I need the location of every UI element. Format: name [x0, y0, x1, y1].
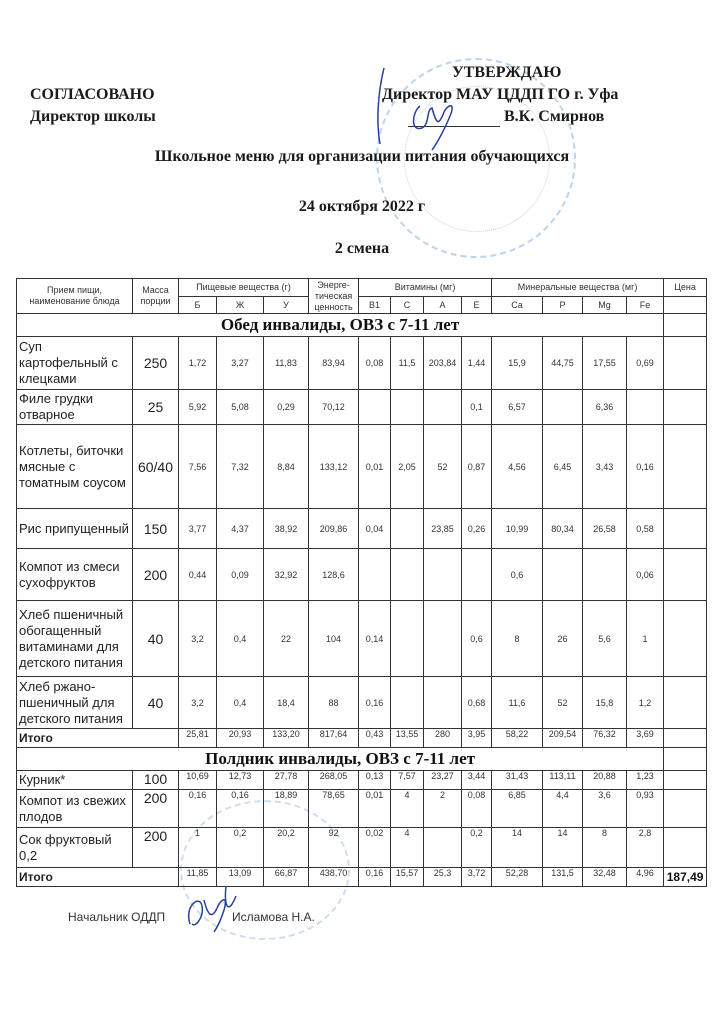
value-c: 4 — [391, 790, 424, 828]
total-row — [17, 868, 707, 887]
total-price: 187,49 — [664, 868, 707, 887]
value-zh: 0,16 — [217, 790, 264, 828]
header-energy: Энерге-тическая ценность — [309, 279, 359, 314]
header-fat: Ж — [217, 297, 264, 314]
section-title: Обед инвалиды, ОВЗ с 7-11 лет — [17, 314, 664, 337]
section-row — [17, 748, 707, 771]
value-ca: 11,6 — [492, 677, 543, 729]
value-mg: 26,58 — [583, 509, 627, 549]
table-row — [17, 771, 707, 790]
value-c: 4 — [391, 828, 424, 868]
value-b1: 0,01 — [359, 425, 391, 509]
value-b: 5,92 — [179, 390, 217, 425]
dish-name: Курник* — [17, 771, 133, 790]
value-c — [391, 549, 424, 601]
dish-name: Компот из свежих плодов — [17, 790, 133, 828]
value-p: 44,75 — [543, 337, 583, 390]
value-u: 11,83 — [264, 337, 309, 390]
value-b: 3,77 — [179, 509, 217, 549]
value-mg — [583, 549, 627, 601]
dish-name: Компот из смеси сухофруктов — [17, 549, 133, 601]
value-u: 32,92 — [264, 549, 309, 601]
value-p: 14 — [543, 828, 583, 868]
value-a — [424, 677, 462, 729]
total-energy: 817,64 — [309, 729, 359, 748]
value-b: 1,72 — [179, 337, 217, 390]
dish-name: Рис припущенный — [17, 509, 133, 549]
value-mg: 15,8 — [583, 677, 627, 729]
header-vitamins: Витамины (мг) — [359, 279, 492, 297]
value-fe: 0,93 — [627, 790, 664, 828]
document-title: Школьное меню для организации питания обучающихся — [154, 148, 570, 165]
total-p: 209,54 — [543, 729, 583, 748]
dish-price — [664, 828, 707, 868]
document-date: 24 октября 2022 г — [298, 198, 426, 215]
header-p: P — [543, 297, 583, 314]
value-fe: 0,58 — [627, 509, 664, 549]
total-fe: 4,96 — [627, 868, 664, 887]
section-price-cell — [664, 748, 707, 771]
dish-name: Сок фруктовый 0,2 — [17, 828, 133, 868]
total-a: 280 — [424, 729, 462, 748]
value-e: 0,87 — [462, 425, 492, 509]
footer-name: Исламова Н.А. — [232, 910, 315, 924]
value-b1: 0,16 — [359, 677, 391, 729]
table-row — [17, 601, 707, 677]
value-p: 6,45 — [543, 425, 583, 509]
header-b1: B1 — [359, 297, 391, 314]
dish-price — [664, 549, 707, 601]
value-energy: 70,12 — [309, 390, 359, 425]
header-protein: Б — [179, 297, 217, 314]
value-zh: 0,4 — [217, 601, 264, 677]
value-zh: 5,08 — [217, 390, 264, 425]
value-a: 52 — [424, 425, 462, 509]
total-c: 15,57 — [391, 868, 424, 887]
header-ca: Ca — [492, 297, 543, 314]
value-p: 52 — [543, 677, 583, 729]
value-u: 0,29 — [264, 390, 309, 425]
table-row — [17, 390, 707, 425]
value-energy: 104 — [309, 601, 359, 677]
value-a — [424, 549, 462, 601]
value-p: 26 — [543, 601, 583, 677]
value-zh: 12,73 — [217, 771, 264, 790]
dish-price — [664, 601, 707, 677]
total-mg: 76,32 — [583, 729, 627, 748]
value-u: 38,92 — [264, 509, 309, 549]
value-energy: 268,05 — [309, 771, 359, 790]
dish-price — [664, 509, 707, 549]
value-p — [543, 390, 583, 425]
shift-label: 2 смена — [334, 240, 390, 257]
value-u: 18,4 — [264, 677, 309, 729]
table-row — [17, 425, 707, 509]
header-price: Цена — [664, 279, 707, 297]
section-row — [17, 314, 707, 337]
value-b1: 0,14 — [359, 601, 391, 677]
value-a: 23,85 — [424, 509, 462, 549]
total-b: 11,85 — [179, 868, 217, 887]
value-u: 27,78 — [264, 771, 309, 790]
value-p: 80,34 — [543, 509, 583, 549]
dish-mass: 150 — [133, 509, 179, 549]
dish-mass: 40 — [133, 677, 179, 729]
value-c — [391, 677, 424, 729]
total-zh: 13,09 — [217, 868, 264, 887]
total-energy: 438,70 — [309, 868, 359, 887]
header-nutrients: Пищевые вещества (г) — [179, 279, 309, 297]
value-c: 2,05 — [391, 425, 424, 509]
value-a: 23,27 — [424, 771, 462, 790]
dish-name: Суп картофельный с клецками — [17, 337, 133, 390]
value-b1: 0,02 — [359, 828, 391, 868]
value-c — [391, 390, 424, 425]
value-energy: 83,94 — [309, 337, 359, 390]
value-b: 0,16 — [179, 790, 217, 828]
value-e: 1,44 — [462, 337, 492, 390]
value-fe: 1,23 — [627, 771, 664, 790]
value-e: 0,68 — [462, 677, 492, 729]
dish-price — [664, 425, 707, 509]
table-row — [17, 549, 707, 601]
dish-price — [664, 790, 707, 828]
agreed-title: СОГЛАСОВАНО — [30, 86, 155, 103]
dish-price — [664, 337, 707, 390]
value-b: 3,2 — [179, 601, 217, 677]
total-mg: 32,48 — [583, 868, 627, 887]
value-fe: 1,2 — [627, 677, 664, 729]
footer-signature-icon — [178, 876, 248, 936]
header-carbs: У — [264, 297, 309, 314]
value-a: 2 — [424, 790, 462, 828]
value-zh: 3,27 — [217, 337, 264, 390]
value-mg: 3,43 — [583, 425, 627, 509]
dish-mass: 200 — [133, 549, 179, 601]
value-ca: 8 — [492, 601, 543, 677]
menu-table — [16, 278, 707, 887]
value-zh: 0,2 — [217, 828, 264, 868]
agreed-position: Директор школы — [30, 108, 156, 125]
value-b: 7,56 — [179, 425, 217, 509]
dish-mass: 40 — [133, 601, 179, 677]
dish-name: Котлеты, биточки мясные с томатным соусом — [17, 425, 133, 509]
value-b: 1 — [179, 828, 217, 868]
table-row — [17, 828, 707, 868]
value-b1: 0,01 — [359, 790, 391, 828]
approved-position: Директор МАУ ЦДДП ГО г. Уфа — [382, 86, 619, 103]
value-e: 0,08 — [462, 790, 492, 828]
value-b1 — [359, 390, 391, 425]
value-fe — [627, 390, 664, 425]
value-mg: 8 — [583, 828, 627, 868]
total-zh: 20,93 — [217, 729, 264, 748]
section-title: Полдник инвалиды, ОВЗ с 7-11 лет — [17, 748, 664, 771]
section-price-cell — [664, 314, 707, 337]
value-fe: 2,8 — [627, 828, 664, 868]
value-b1 — [359, 549, 391, 601]
value-u: 8,84 — [264, 425, 309, 509]
total-e: 3,95 — [462, 729, 492, 748]
value-b1: 0,13 — [359, 771, 391, 790]
total-b1: 0,43 — [359, 729, 391, 748]
value-ca: 31,43 — [492, 771, 543, 790]
value-b: 3,2 — [179, 677, 217, 729]
value-u: 20,2 — [264, 828, 309, 868]
total-c: 13,55 — [391, 729, 424, 748]
value-mg: 5,6 — [583, 601, 627, 677]
footer-role: Начальник ОДДП — [68, 910, 166, 924]
dish-price — [664, 677, 707, 729]
header-mass: Масса порции — [133, 279, 179, 314]
value-u: 22 — [264, 601, 309, 677]
total-a: 25,3 — [424, 868, 462, 887]
dish-mass: 25 — [133, 390, 179, 425]
value-ca: 0,6 — [492, 549, 543, 601]
dish-mass: 250 — [133, 337, 179, 390]
header-fe: Fe — [627, 297, 664, 314]
dish-name: Хлеб пшеничный обогащенный витаминами для детского питания — [17, 601, 133, 677]
total-price — [664, 729, 707, 748]
header-e: E — [462, 297, 492, 314]
value-c — [391, 601, 424, 677]
value-a — [424, 390, 462, 425]
value-energy: 209,86 — [309, 509, 359, 549]
value-mg: 17,55 — [583, 337, 627, 390]
dish-mass: 200 — [133, 790, 179, 828]
dish-mass: 100 — [133, 771, 179, 790]
table-row — [17, 790, 707, 828]
value-energy: 128,6 — [309, 549, 359, 601]
value-c: 7,57 — [391, 771, 424, 790]
value-zh: 0,09 — [217, 549, 264, 601]
header-a: A — [424, 297, 462, 314]
value-e: 3,44 — [462, 771, 492, 790]
value-fe: 1 — [627, 601, 664, 677]
dish-mass: 200 — [133, 828, 179, 868]
total-u: 66,87 — [264, 868, 309, 887]
header-meal-name: Прием пищи, наименование блюда — [17, 279, 133, 314]
value-ca: 6,85 — [492, 790, 543, 828]
value-b1: 0,08 — [359, 337, 391, 390]
value-mg: 6,36 — [583, 390, 627, 425]
total-label: Итого — [17, 868, 179, 887]
value-zh: 7,32 — [217, 425, 264, 509]
dish-name: Хлеб ржано-пшеничный для детского питания — [17, 677, 133, 729]
total-row — [17, 729, 707, 748]
total-p: 131,5 — [543, 868, 583, 887]
dish-mass: 60/40 — [133, 425, 179, 509]
value-p — [543, 549, 583, 601]
value-ca: 6,57 — [492, 390, 543, 425]
value-mg: 20,88 — [583, 771, 627, 790]
value-e: 0,2 — [462, 828, 492, 868]
value-zh: 4,37 — [217, 509, 264, 549]
value-c: 11,5 — [391, 337, 424, 390]
header-minerals: Минеральные вещества (мг) — [492, 279, 664, 297]
value-e — [462, 549, 492, 601]
approved-title: УТВЕРЖДАЮ — [452, 64, 562, 81]
total-e: 3,72 — [462, 868, 492, 887]
value-energy: 88 — [309, 677, 359, 729]
value-a — [424, 828, 462, 868]
dish-price — [664, 390, 707, 425]
total-label: Итого — [17, 729, 179, 748]
header-mg: Mg — [583, 297, 627, 314]
dish-price — [664, 771, 707, 790]
value-b: 10,69 — [179, 771, 217, 790]
value-b1: 0,04 — [359, 509, 391, 549]
total-ca: 52,28 — [492, 868, 543, 887]
value-ca: 14 — [492, 828, 543, 868]
total-b1: 0,16 — [359, 868, 391, 887]
value-zh: 0,4 — [217, 677, 264, 729]
total-u: 133,20 — [264, 729, 309, 748]
value-c — [391, 509, 424, 549]
total-b: 25,81 — [179, 729, 217, 748]
table-row — [17, 337, 707, 390]
value-fe: 0,16 — [627, 425, 664, 509]
value-fe: 0,69 — [627, 337, 664, 390]
value-e: 0,6 — [462, 601, 492, 677]
value-e: 0,26 — [462, 509, 492, 549]
director-signature-icon — [372, 62, 462, 152]
value-fe: 0,06 — [627, 549, 664, 601]
dish-name: Филе грудки отварное — [17, 390, 133, 425]
table-row — [17, 677, 707, 729]
table-row — [17, 509, 707, 549]
value-p: 113,11 — [543, 771, 583, 790]
value-ca: 15,9 — [492, 337, 543, 390]
value-u: 18,89 — [264, 790, 309, 828]
header-price-blank — [664, 297, 707, 314]
value-a: 203,84 — [424, 337, 462, 390]
value-energy: 78,65 — [309, 790, 359, 828]
header-c: C — [391, 297, 424, 314]
value-ca: 10,99 — [492, 509, 543, 549]
value-e: 0,1 — [462, 390, 492, 425]
value-energy: 133,12 — [309, 425, 359, 509]
total-ca: 58,22 — [492, 729, 543, 748]
value-ca: 4,56 — [492, 425, 543, 509]
value-energy: 92 — [309, 828, 359, 868]
value-a — [424, 601, 462, 677]
total-fe: 3,69 — [627, 729, 664, 748]
approved-name: В.К. Смирнов — [504, 108, 605, 125]
value-mg: 3,6 — [583, 790, 627, 828]
value-p: 4,4 — [543, 790, 583, 828]
value-b: 0,44 — [179, 549, 217, 601]
